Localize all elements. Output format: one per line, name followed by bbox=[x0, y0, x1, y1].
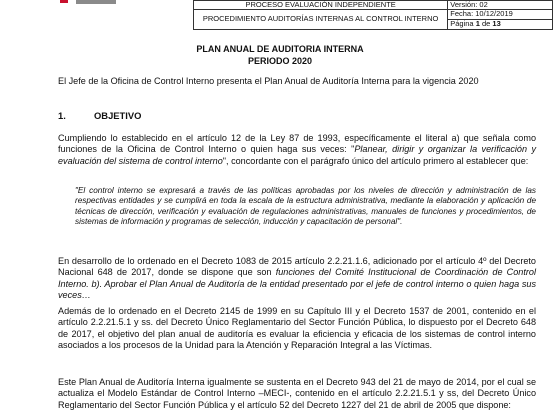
decree-paragraph bbox=[58, 256, 536, 302]
date-cell bbox=[448, 9, 553, 19]
process-name-cell bbox=[194, 1, 448, 10]
document-title: PLAN ANUAL DE AUDITORIA INTERNA bbox=[196, 44, 364, 54]
version-label: Versión: 02 bbox=[450, 0, 488, 9]
date-label: Fecha: 10/12/2019 bbox=[450, 9, 513, 19]
document-control-table bbox=[193, 0, 553, 30]
additional-decrees-paragraph: Además de lo ordenado en el Decreto 2145 de 1999 en su Capítulo III y el Decreto 1537 de 2001, contenido en el artículo 2.2.21.5.1 y ss. del Decreto Único Reglamentario del Sector Función Pública, lo dispuesto por el Decreto 648 de 2017, el objetivo del plan anual de auditoría es evaluar la eficiencia y eficacia de los sistemas de control interno asociados a los procesos de la Unidad para la Atención y Reparación Integral a las Víctimas. bbox=[58, 306, 536, 351]
logo-red-block bbox=[60, 0, 68, 3]
page-cell bbox=[448, 19, 553, 29]
p1-text-italic: Planear, dirigir y organizar la verificación y evaluación del sistema de control interno bbox=[58, 144, 536, 166]
section-heading bbox=[58, 110, 141, 121]
header-logo-area bbox=[60, 0, 192, 50]
p2-text-a: En desarrollo de lo ordenado en el Decreto 1083 de 2015 artículo 2.2.21.1.6, adicionado por el artículo 4º del Decreto Nacional 648 de 2017, donde se dispone que son bbox=[58, 256, 536, 278]
document-subtitle: PERIODO 2020 bbox=[247, 56, 313, 66]
p1-text-c: ", concordante con el parágrafo único del artículo primero al establecer que: bbox=[222, 155, 529, 166]
intro-paragraph: El Jefe de la Oficina de Control Interno presenta el Plan Anual de Auditoría Interna para la vigencia 2020 bbox=[58, 76, 479, 86]
page-prefix: Página bbox=[450, 19, 474, 29]
logo-gray-strip bbox=[76, 0, 116, 4]
p1-text-a: Cumpliendo lo establecido en el artículo 12 de la Ley 87 de 1993, específicamente el literal a) que señala como funciones de la Oficina de Control Interno o quien haga sus veces: " bbox=[58, 133, 536, 155]
law-quote: "El control interno se expresará a través de las políticas aprobadas por los niveles de dirección y administración de las respectivas entidades y se cumplirá en toda la escala de la estructura administrativa, mediante la elaboración y aplicación de técnicas de dirección, verificación y evaluación de regulaciones administrativas, manuales de funciones y procedimientos, de sistemas de información y programas de selección, inducción y capacitación de personal". bbox=[75, 186, 536, 227]
meci-paragraph: Este Plan Anual de Auditoría Interna igualmente se sustenta en el Decreto 943 del 21 de mayo de 2014, por el cual se actualiza el Modelo Estándar de Control Interno –MECI-, contenido en el artículo 2.2.21.5.1 y ss, del Decreto Único Reglamentario del Sector Función Pública y el artículo 52 del Decreto 1227 del 21 de abril de 2005 que dispone: bbox=[58, 377, 536, 410]
section-number: 1. bbox=[58, 110, 66, 121]
page-current: 1 bbox=[475, 19, 480, 29]
version-cell bbox=[448, 1, 553, 10]
page-total: 13 bbox=[492, 19, 501, 29]
objective-paragraph bbox=[58, 133, 536, 167]
section-title: OBJETIVO bbox=[94, 110, 142, 121]
p2-text-italic: funciones del Comité Institucional de Coordinación de Control Interno. b). Aprobar el Plan Anual de Auditoría de la entidad presentado por el jefe de control interno o quien haga sus veces… bbox=[58, 267, 537, 301]
procedure-name: PROCEDIMIENTO AUDITORÍAS INTERNAS AL CONTROL INTERNO bbox=[202, 14, 439, 24]
page-of: de bbox=[481, 19, 491, 29]
procedure-name-cell bbox=[194, 9, 448, 29]
process-name: PROCESO EVALUACIÓN INDEPENDIENTE bbox=[245, 0, 396, 9]
